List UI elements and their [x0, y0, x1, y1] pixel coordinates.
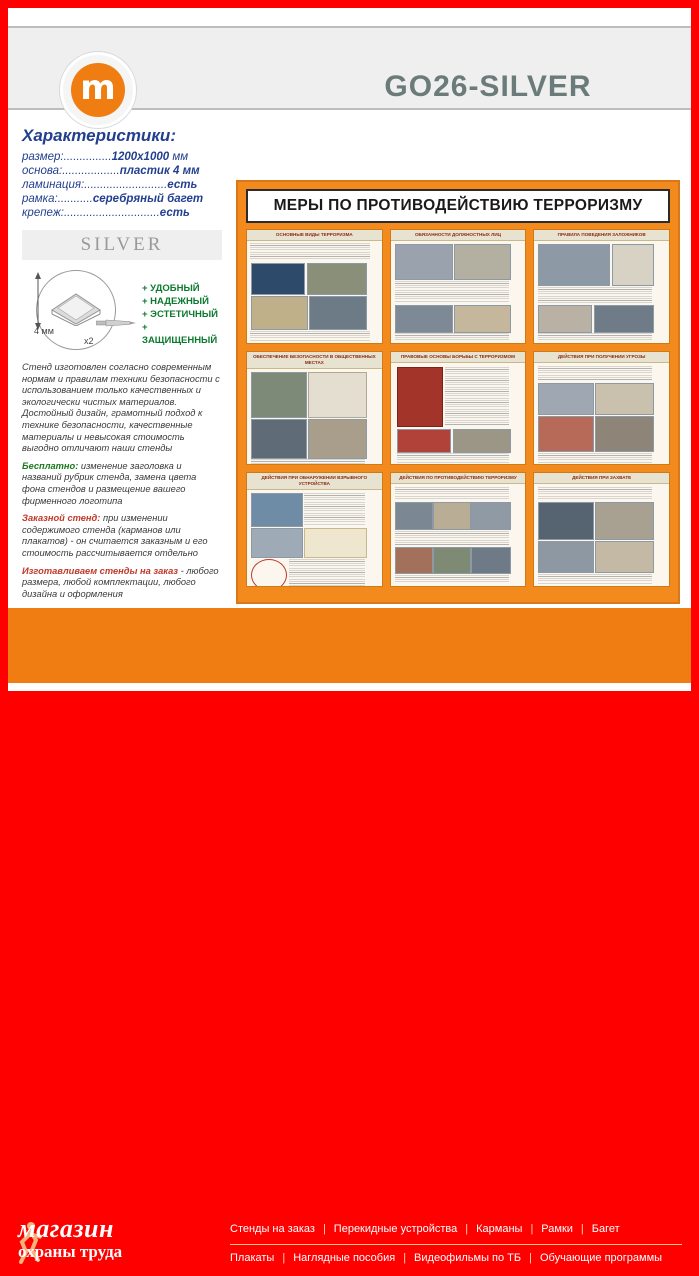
thickness-arrow-icon — [28, 272, 48, 330]
spec-label: размер: — [22, 151, 64, 163]
poster-card-heading: ДЕЙСТВИЯ ПРИ ЗАХВАТЕ — [534, 473, 669, 484]
spec-value: 1200х1000 — [111, 151, 170, 163]
poster-title: МЕРЫ ПО ПРОТИВОДЕЙСТВИЮ ТЕРРОРИЗМУ — [273, 197, 643, 214]
spec-value: есть — [167, 179, 198, 191]
image-placeholder — [538, 416, 594, 452]
text-block — [538, 487, 652, 499]
poster-card-heading: ОБЕСПЕЧЕНИЕ БЕЗОПАСНОСТИ В ОБЩЕСТВЕННЫХ МЕСТАХ — [247, 352, 382, 369]
spec-label: основа: — [22, 165, 63, 177]
stand-poster — [236, 180, 680, 604]
left-column — [22, 126, 222, 600]
footer-links — [230, 1214, 682, 1272]
link-separator: | — [322, 1222, 326, 1235]
text-block — [289, 559, 365, 587]
poster-card-heading: ДЕЙСТВИЯ ПРИ ПОЛУЧЕНИИ УГРОЗЫ — [534, 352, 669, 363]
footer-links-row-1 — [230, 1214, 682, 1243]
poster-card-body — [247, 490, 382, 586]
spec-value: серебряный багет — [92, 193, 204, 205]
made-to-order-lead: Изготавливаем стенды на заказ — [22, 565, 179, 576]
page-canvas — [8, 8, 691, 1264]
link-separator: | — [282, 1251, 286, 1264]
poster-card-heading: ОБЯЗАННОСТИ ДОЛЖНОСТНЫХ ЛИЦ — [391, 230, 526, 241]
image-placeholder — [433, 547, 471, 574]
spec-row — [22, 206, 222, 220]
image-placeholder — [308, 419, 367, 459]
image-placeholder — [538, 383, 594, 415]
footer-link[interactable]: Карманы — [476, 1222, 523, 1235]
warning-note — [304, 528, 367, 558]
spec-label: крепеж: — [22, 207, 64, 219]
benefit-item: + ЭСТЕТИЧНЫЙ — [142, 309, 219, 320]
text-block — [538, 453, 652, 463]
shop-logo[interactable] — [18, 1214, 218, 1276]
brand-logo — [60, 52, 136, 128]
poster-card — [246, 351, 383, 466]
image-placeholder — [538, 541, 594, 573]
logo-circle-icon — [71, 63, 125, 117]
image-placeholder — [395, 305, 453, 333]
thickness-label: 4 мм — [34, 326, 54, 336]
poster-card-body — [391, 484, 526, 586]
text-block — [538, 287, 652, 303]
image-placeholder — [471, 502, 511, 530]
link-separator: | — [580, 1222, 584, 1235]
spec-dots: ........... — [57, 193, 93, 205]
poster-card — [390, 229, 527, 344]
footer-link[interactable]: Обучающие программы — [539, 1251, 663, 1264]
spec-label: ламинация: — [22, 179, 85, 191]
benefit-item: + ЗАЩИЩЕННЫЙ — [142, 322, 218, 346]
image-placeholder — [538, 305, 592, 333]
poster-card-body — [391, 363, 526, 465]
image-placeholder — [395, 502, 433, 530]
shop-subtitle: охраны труда — [18, 1242, 123, 1261]
image-placeholder — [251, 372, 307, 418]
text-block — [538, 366, 652, 380]
poster-card — [390, 351, 527, 466]
image-placeholder — [538, 244, 610, 286]
image-placeholder — [251, 296, 308, 330]
spec-row — [22, 178, 222, 192]
image-placeholder — [251, 419, 307, 459]
footer-link[interactable]: Перекидные устройства — [333, 1222, 458, 1235]
spec-label: рамка: — [22, 193, 58, 205]
prohibition-sign-icon — [251, 559, 287, 587]
footer-link[interactable]: Рамки — [541, 1222, 573, 1235]
image-placeholder — [453, 429, 511, 453]
footer-link[interactable]: Видеофильмы по ТБ — [414, 1251, 522, 1264]
poster-card-heading: ПРАВИЛА ПОВЕДЕНИЯ ЗАЛОЖНИКОВ — [534, 230, 669, 241]
link-separator: | — [465, 1222, 469, 1235]
footer-link[interactable]: Стенды на заказ — [230, 1222, 315, 1235]
made-to-order-text: - любого размера, любой комплектации, любого дизайна и оформления — [22, 565, 219, 599]
benefits-list — [142, 282, 222, 347]
text-block — [397, 453, 509, 463]
spec-dots: ............... — [63, 151, 112, 163]
link-separator: | — [530, 1222, 534, 1235]
footer-bar — [8, 608, 691, 1264]
poster-card-heading: ОСНОВНЫЕ ВИДЫ ТЕРРОРИЗМА — [247, 230, 382, 241]
header-bar — [8, 26, 691, 110]
spec-dots: .......................... — [84, 179, 168, 191]
spec-row — [22, 192, 222, 206]
quantity-label: x2 — [84, 336, 94, 346]
image-placeholder — [308, 372, 367, 418]
text-block — [250, 243, 370, 259]
free-options-lead: Бесплатно: — [22, 460, 79, 471]
spec-unit: мм — [172, 151, 189, 163]
image-placeholder — [471, 547, 511, 574]
poster-card-body — [247, 241, 382, 343]
image-placeholder — [595, 416, 654, 452]
free-options-paragraph — [22, 461, 222, 507]
link-separator: | — [403, 1251, 407, 1264]
image-placeholder — [612, 244, 654, 286]
image-placeholder — [251, 263, 305, 295]
silver-badge — [22, 230, 222, 260]
text-block — [445, 367, 509, 425]
silver-label: SILVER — [80, 234, 164, 255]
poster-card — [533, 472, 670, 587]
image-placeholder — [538, 502, 594, 540]
constitution-book-image — [397, 367, 443, 427]
screw-icon — [96, 318, 136, 328]
text-block — [250, 331, 370, 341]
poster-card-grid — [246, 229, 670, 587]
benefit-item: + УДОБНЫЙ — [142, 283, 200, 294]
text-block — [395, 281, 509, 303]
image-placeholder — [454, 305, 511, 333]
poster-card — [533, 229, 670, 344]
image-placeholder — [595, 383, 654, 415]
spec-dots: .................. — [62, 165, 120, 177]
footer-link[interactable]: Наглядные пособия — [293, 1251, 396, 1264]
image-placeholder — [454, 244, 511, 280]
poster-card-heading: ДЕЙСТВИЯ ПРИ ОБНАРУЖЕНИИ ВЗРЫВНОГО УСТРОЙСТВА — [247, 473, 382, 490]
poster-card — [533, 351, 670, 466]
frame-diagram — [22, 264, 222, 356]
poster-card — [390, 472, 527, 587]
poster-card-heading: ПРАВОВЫЕ ОСНОВЫ БОРЬБЫ С ТЕРРОРИЗМОМ — [391, 352, 526, 363]
poster-card-body — [534, 241, 669, 343]
poster-card-body — [247, 369, 382, 465]
benefit-item: + НАДЕЖНЫЙ — [142, 296, 209, 307]
poster-card-body — [534, 363, 669, 465]
poster-card-heading: ДЕЙСТВИЯ ПО ПРОТИВОДЕЙСТВИЮ ТЕРРОРИЗМУ — [391, 473, 526, 484]
image-placeholder — [595, 502, 654, 540]
text-block — [395, 487, 509, 499]
text-block — [395, 333, 509, 341]
image-placeholder — [395, 244, 453, 280]
poster-card — [246, 229, 383, 344]
spec-dots: .............................. — [63, 207, 160, 219]
poster-title-plate — [246, 189, 670, 223]
spec-row — [22, 164, 222, 178]
spec-row — [22, 150, 222, 164]
page-title: GO26-SILVER — [384, 70, 592, 103]
free-options-text: изменение заголовка и названий рубрик стенда, замена цвета фона стендов и размещение вашего фирменного логотипа — [22, 460, 197, 506]
custom-stand-text: при изменении содержимого стенда (карманов или плакатов) - он считается заказным и его стоимость рассчитывается отдельно — [22, 513, 208, 558]
text-block — [304, 493, 365, 525]
text-block — [251, 459, 365, 466]
image-placeholder — [309, 296, 367, 330]
shop-name: магазин — [18, 1214, 114, 1243]
logo-letter: m — [80, 68, 116, 108]
image-placeholder — [307, 263, 367, 295]
made-to-order-paragraph — [22, 566, 222, 601]
text-block — [395, 575, 509, 584]
poster-card-body — [391, 241, 526, 343]
footer-links-row-2 — [230, 1243, 682, 1272]
spec-value: есть — [159, 207, 190, 219]
poster-card — [246, 472, 383, 587]
footer-link[interactable]: Багет — [591, 1222, 620, 1235]
link-separator: | — [529, 1251, 532, 1264]
spec-value: пластик 4 мм — [119, 165, 200, 177]
custom-stand-paragraph — [22, 513, 222, 559]
description-paragraph: Стенд изготовлен согласно современным нормам и правилам техники безопасности с использованием только качественных и экологически чистых материалов. Достойный дизайн, грамотный подход к технике безопасности, качественные материалы и невысокая стоимость выгодно отличают наши стенды — [22, 362, 220, 454]
custom-stand-lead: Заказной стенд: — [22, 513, 101, 524]
text-block — [395, 531, 509, 545]
characteristics-title: Характеристики: — [22, 126, 176, 145]
footer-link[interactable]: Плакаты — [230, 1251, 275, 1264]
image-placeholder — [251, 493, 303, 527]
image-placeholder — [251, 528, 303, 558]
image-placeholder — [433, 502, 471, 530]
poster-card-body — [534, 484, 669, 586]
image-placeholder — [397, 429, 451, 453]
text-block — [538, 333, 652, 341]
text-block — [538, 574, 652, 584]
image-placeholder — [395, 547, 433, 574]
image-placeholder — [594, 305, 654, 333]
image-placeholder — [595, 541, 654, 573]
